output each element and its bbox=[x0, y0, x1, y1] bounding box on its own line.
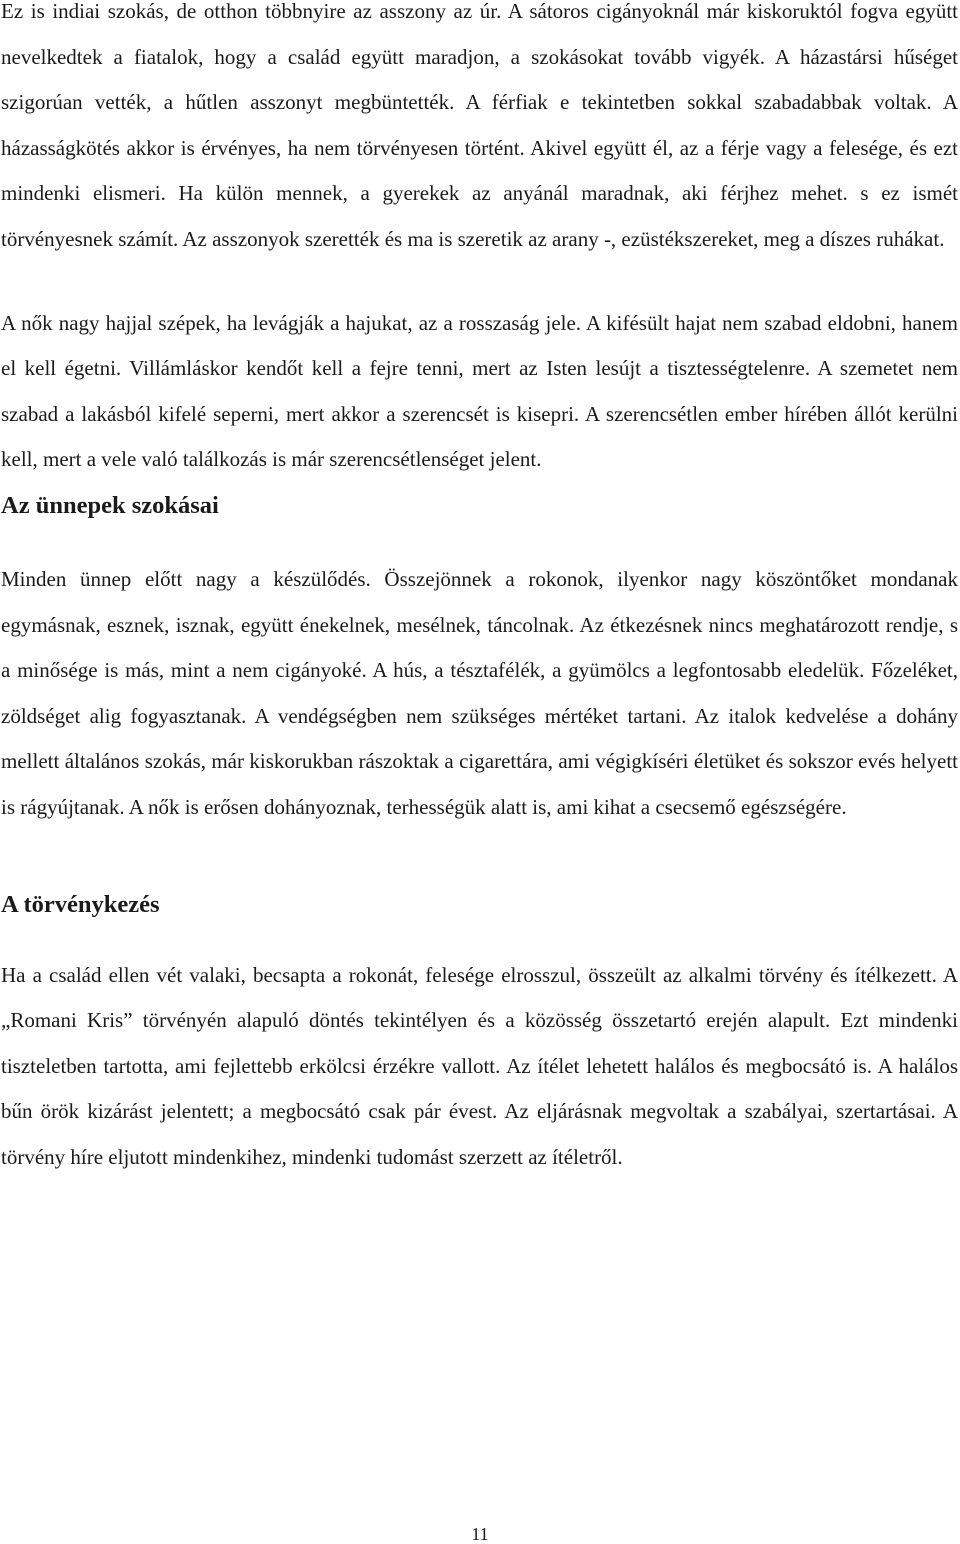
paragraph-jurisdiction: Ha a család ellen vét valaki, becsapta a rokonát, felesége elrosszul, összeült az alkalmi törvény és ítélkezett. A „Romani Kris” törvényén alapuló döntés tekintélyen és a közösség összetartó erején alapult. Ezt mindenki tiszteletben tartotta, ami fejlettebb erkölcsi érzékre vallott. Az ítélet lehetett halálos és megbocsátó is. A halálos bűn örök kizárást jelentett; a megbocsátó csak pár évest. Az eljárásnak megvoltak a szabályai, szertartásai. A törvény híre eljutott mindenkihez, mindenki tudomást szerzett az ítéletről. bbox=[1, 962, 958, 1169]
section-heading-law: A törvénykezés bbox=[1, 890, 160, 918]
paragraph-holiday-customs: Minden ünnep előtt nagy a készülődés. Összejönnek a rokonok, ilyenkor nagy köszöntőket mondanak egymásnak, esznek, isznak, együtt énekelnek, mesélnek, táncolnak. Az étkezésnek nincs meghatározott rendje, s a minősége is más, mint a nem cigányoké. A hús, a tésztafélék, a gyümölcs a legfontosabb eledelük. Főzeléket, zöldséget alig fogyasztanak. A vendégségben nem szükséges mértéket tartani. Az italok kedvelése a dohány mellett általános szokás, már kiskorukban rászoktak a cigarettára, ami végigkíséri életüket és sokszor evés helyett is rágyújtanak. A nők is erősen dohányoznak, terhességük alatt is, ami kihat a csecsemő egészségére. bbox=[1, 566, 958, 819]
page-number: 11 bbox=[471, 1524, 489, 1544]
section-heading-holidays: Az ünnepek szokásai bbox=[1, 491, 219, 519]
paragraph-hair-superstitions: A nők nagy hajjal szépek, ha levágják a hajukat, az a rosszaság jele. A kifésült hajat nem szabad eldobni, hanem el kell égetni. Villámláskor kendőt kell a fejre tenni, mert az Isten lesújt a tisztességtelenre. A szemetet nem szabad a lakásból kifelé seperni, mert akkor a szerencsét is kisepri. A szerencsétlen ember hírében állót kerülni kell, mert a vele való találkozás is már szerencsétlenséget jelent. bbox=[1, 310, 958, 472]
paragraph-marriage-customs: Ez is indiai szokás, de otthon többnyire az asszony az úr. A sátoros cigányoknál már kiskoruktól fogva együtt nevelkedtek a fiatalok, hogy a család együtt maradjon, a szokásokat tovább vigyék. A házastársi hűséget szigorúan vették, a hűtlen asszonyt megbüntették. A férfiak e tekintetben sokkal szabadabbak voltak. A házasságkötés akkor is érvényes, ha nem törvényesen történt. Akivel együtt él, az a férje vagy a felesége, és ezt mindenki elismeri. Ha külön mennek, a gyerekek az anyánál maradnak, aki férjhez mehet. s ez ismét törvényesnek számít. Az asszonyok szerették és ma is szeretik az arany -, ezüstékszereket, meg a díszes ruhákat. bbox=[1, 0, 958, 251]
